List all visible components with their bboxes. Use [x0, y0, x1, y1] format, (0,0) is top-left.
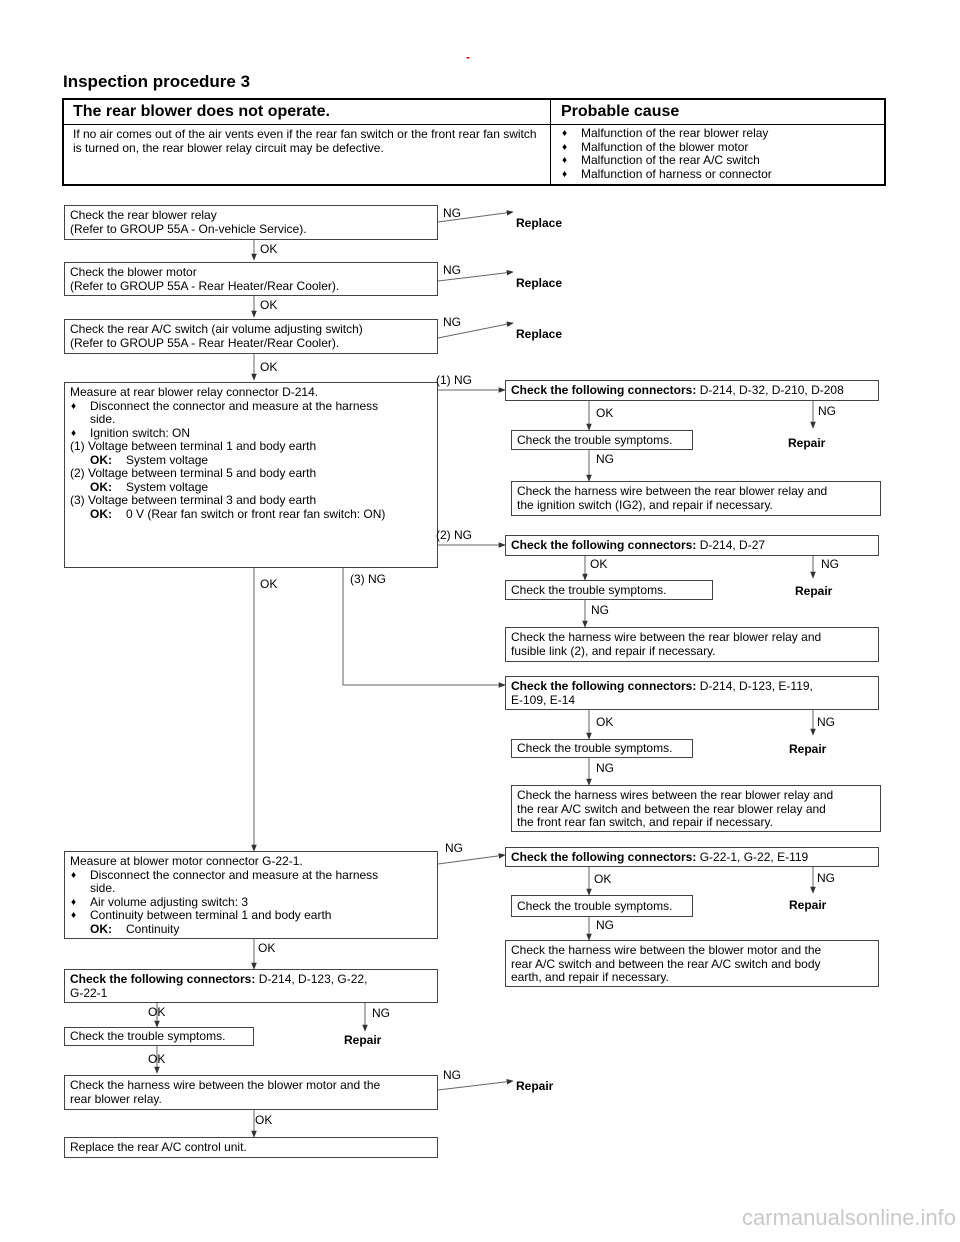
step-trouble-4: Check the trouble symptoms.: [511, 895, 693, 917]
ok-label: OK: [260, 577, 278, 591]
connector-label: Check the following connectors:: [511, 850, 697, 864]
repair-label: Repair: [344, 1033, 382, 1047]
step-check-connectors-4: [505, 847, 879, 867]
problem-title: The rear blower does not operate.: [73, 103, 330, 120]
step-text: ♦ Disconnect the connector and measure at the harness: [70, 869, 432, 883]
step-text: (Refer to GROUP 55A - Rear Heater/Rear Cooler).: [70, 335, 340, 350]
step-check-harness-2: [505, 627, 879, 662]
connector-label: Check the following connectors:: [511, 538, 697, 552]
problem-description: If no air comes out of the air vents even if the rear fan switch or the front rear fan switch is turned on, the rear blower relay circuit may be defective.: [73, 127, 537, 155]
ng-label: (2) NG: [436, 528, 472, 542]
step-text: side.: [90, 412, 116, 426]
replace-label: Replace: [516, 216, 563, 230]
step-text: (Refer to GROUP 55A - Rear Heater/Rear Cooler).: [70, 278, 340, 293]
step-check-harness-5: [64, 1075, 438, 1110]
connector-list: E-109, E-14: [511, 692, 576, 707]
step-check-connectors-1: [505, 380, 879, 401]
ng-label: NG: [443, 206, 461, 220]
ng-label: NG: [596, 452, 614, 466]
ok-label: OK: [148, 1005, 166, 1019]
repair-label: Repair: [516, 1079, 554, 1093]
replace-label: Replace: [516, 327, 563, 341]
step-trouble-5: Check the trouble symptoms.: [64, 1027, 254, 1046]
step-text: Check the harness wire between the blower motor and the: [70, 1078, 381, 1092]
step-text: Measure at rear blower relay connector D-214.: [70, 385, 319, 399]
step-text: the ignition switch (IG2), and repair if necessary.: [517, 497, 773, 512]
header-mark: -: [466, 50, 470, 64]
ok-label: OK:: [90, 452, 112, 467]
step-text: Check the rear A/C switch (air volume adjusting switch): [70, 322, 363, 336]
step-trouble-2: Check the trouble symptoms.: [505, 580, 713, 600]
ng-label: NG: [596, 761, 614, 775]
step-text: ♦ Continuity between terminal 1 and body earth: [70, 909, 432, 923]
step-check-harness-4: [505, 940, 879, 987]
ng-label: NG: [445, 841, 463, 855]
step-check-rear-ac-switch: [64, 319, 438, 354]
step-check-connectors-5: [64, 969, 438, 1003]
connector-list: G-22-1: [70, 985, 108, 1000]
cause-item: ♦ Malfunction of the rear blower relay: [561, 127, 881, 141]
ok-label: OK: [260, 360, 278, 374]
ok-label: OK: [590, 557, 608, 571]
connector-list: D-214, D-123, G-22,: [258, 972, 368, 986]
step-check-blower-motor: [64, 262, 438, 296]
step-text: ♦ Air volume adjusting switch: 3: [70, 896, 432, 910]
step-text: ♦ Disconnect the connector and measure at the harness: [70, 400, 432, 414]
step-trouble-1: Check the trouble symptoms.: [511, 430, 693, 450]
cause-title: Probable cause: [561, 103, 680, 120]
cause-item: ♦ Malfunction of the blower motor: [561, 141, 881, 155]
step-trouble-3: Check the trouble symptoms.: [511, 739, 693, 758]
ok-label: OK: [594, 872, 612, 886]
step-text: side.: [90, 881, 116, 895]
footer-watermark: carmanualsonline.info: [742, 1205, 957, 1230]
connector-list: G-22-1, G-22, E-119: [699, 850, 809, 864]
ok-label: OK:: [90, 479, 112, 494]
page-title: Inspection procedure 3: [63, 72, 251, 91]
repair-label: Repair: [789, 742, 827, 756]
step-text: earth, and repair if necessary.: [511, 970, 669, 984]
ok-label: OK:: [90, 921, 112, 936]
repair-label: Repair: [789, 898, 827, 912]
ok-label: OK: [148, 1052, 166, 1066]
connector-list: D-214, D-123, E-119,: [699, 679, 813, 693]
ok-label: OK: [260, 242, 278, 256]
connector-label: Check the following connectors:: [511, 679, 697, 693]
ng-label: NG: [817, 871, 835, 885]
step-text: rear A/C switch and between the rear A/C switch and body: [511, 956, 821, 971]
step-text: (Refer to GROUP 55A - On-vehicle Service).: [70, 221, 307, 236]
step-text: System voltage: [126, 479, 209, 494]
step-text: (2) Voltage between terminal 5 and body earth: [70, 466, 317, 480]
step-text: (1) Voltage between terminal 1 and body earth: [70, 439, 317, 453]
step-measure-relay-connector: [64, 382, 438, 568]
step-text: the front rear fan switch, and repair if necessary.: [517, 815, 773, 829]
ok-label: OK: [255, 1113, 273, 1127]
repair-label: Repair: [795, 584, 833, 598]
ok-label: OK: [260, 298, 278, 312]
step-text: Check the harness wire between the rear blower relay and: [517, 484, 828, 498]
step-text: (3) Voltage between terminal 3 and body earth: [70, 493, 317, 507]
connector-list: D-214, D-32, D-210, D-208: [699, 383, 844, 397]
step-text: Check the blower motor: [70, 265, 197, 279]
step-text: rear blower relay.: [70, 1091, 162, 1106]
ng-label: (1) NG: [436, 373, 472, 387]
cause-item: ♦ Malfunction of the rear A/C switch: [561, 154, 881, 168]
connector-label: Check the following connectors:: [511, 383, 697, 397]
step-check-connectors-3: [505, 676, 879, 710]
ng-label: NG: [821, 557, 839, 571]
step-measure-motor-connector: [64, 851, 438, 939]
step-check-rear-blower-relay: [64, 205, 438, 240]
step-replace-control-unit: Replace the rear A/C control unit.: [64, 1137, 438, 1158]
step-text: Check the harness wire between the rear blower relay and: [511, 630, 822, 644]
ng-label: (3) NG: [350, 572, 386, 586]
step-text: Check the rear blower relay: [70, 208, 217, 222]
step-text: System voltage: [126, 452, 209, 467]
ng-label: NG: [372, 1006, 390, 1020]
step-text: the rear A/C switch and between the rear blower relay and: [517, 801, 826, 816]
step-text: Measure at blower motor connector G-22-1.: [70, 854, 303, 868]
replace-label: Replace: [516, 276, 563, 290]
ng-label: NG: [591, 603, 609, 617]
ok-label: OK: [596, 715, 614, 729]
repair-label: Repair: [788, 436, 826, 450]
step-check-connectors-2: [505, 535, 879, 556]
step-text: Check the harness wire between the blower motor and the: [511, 943, 822, 957]
ng-label: NG: [443, 263, 461, 277]
cause-item: ♦ Malfunction of harness or connector: [561, 168, 881, 182]
ok-label: OK:: [90, 506, 112, 521]
ng-label: NG: [443, 315, 461, 329]
ok-label: OK: [258, 941, 276, 955]
ng-label: NG: [818, 404, 836, 418]
step-check-harness-1: [511, 481, 881, 516]
ng-label: NG: [817, 715, 835, 729]
ng-label: NG: [443, 1068, 461, 1082]
connector-list: D-214, D-27: [699, 538, 766, 552]
step-check-harness-3: [511, 785, 881, 832]
step-text: Continuity: [126, 921, 180, 936]
step-text: ♦ Ignition switch: ON: [70, 427, 432, 441]
step-text: 0 V (Rear fan switch or front rear fan switch: ON): [126, 506, 386, 521]
ok-label: OK: [596, 406, 614, 420]
step-text: fusible link (2), and repair if necessary.: [511, 643, 716, 658]
connector-label: Check the following connectors:: [70, 972, 256, 986]
step-text: Check the harness wires between the rear blower relay and: [517, 788, 834, 802]
ng-label: NG: [596, 918, 614, 932]
